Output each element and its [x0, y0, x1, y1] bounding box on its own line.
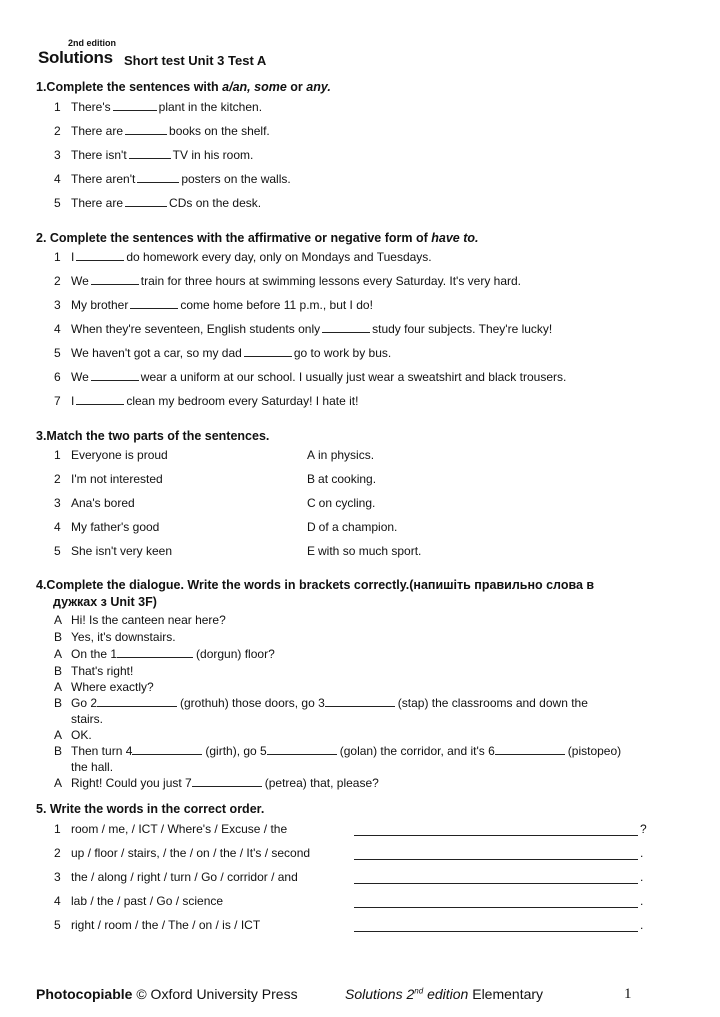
dialogue-line: B That's right! [54, 664, 134, 678]
s5-item: 3 the / along / right / turn / Go / corridor / and [54, 870, 298, 884]
brand-logo: Solutions [38, 48, 113, 67]
footer-copyright: Photocopiable © Oxford University Press [36, 986, 298, 1002]
answer-line[interactable] [354, 906, 638, 908]
answer-blank[interactable] [125, 124, 167, 135]
s2-item: 6 We wear a uniform at our school. I usually just wear a sweatshirt and black trousers. [54, 370, 567, 384]
answer-blank[interactable] [129, 148, 171, 159]
end-punctuation: . [640, 894, 644, 908]
dialogue-line-cont: stairs. [71, 712, 104, 726]
s3-right-item: D of a champion. [307, 520, 398, 534]
s1-item: 3 There isn't TV in his room. [54, 148, 254, 162]
s2-item: 5 We haven't got a car, so my dad go to work by bus. [54, 346, 392, 360]
answer-blank[interactable] [495, 744, 565, 755]
section-1-title: 1.Complete the sentences with a/an, some or any. [36, 80, 331, 94]
s3-left-item: 3 Ana's bored [54, 496, 135, 510]
s3-left-item: 5 She isn't very keen [54, 544, 173, 558]
s1-item: 4 There aren't posters on the walls. [54, 172, 291, 186]
s5-item: 4 lab / the / past / Go / science [54, 894, 224, 908]
answer-line[interactable] [354, 858, 638, 860]
section-2-title: 2. Complete the sentences with the affirmative or negative form of have to. [36, 231, 479, 245]
answer-blank[interactable] [76, 394, 124, 405]
end-punctuation: . [640, 870, 644, 884]
s3-left-item: 4 My father's good [54, 520, 160, 534]
section-5-title: 5. Write the words in the correct order. [36, 802, 265, 816]
page-title: Short test Unit 3 Test A [124, 53, 267, 68]
dialogue-line: B Go 2 (grothuh) those doors, go 3 (stap) the classrooms and down the [54, 696, 588, 710]
s1-item: 1 There's plant in the kitchen. [54, 100, 263, 114]
answer-blank[interactable] [130, 298, 178, 309]
s3-right-item: C on cycling. [307, 496, 376, 510]
dialogue-line: A Right! Could you just 7 (petrea) that, please? [54, 776, 379, 790]
answer-blank[interactable] [244, 346, 292, 357]
section-3-title: 3.Match the two parts of the sentences. [36, 429, 270, 443]
page-number: 1 [624, 986, 632, 1002]
s5-item: 5 right / room / the / The / on / is / ICT [54, 918, 261, 932]
dialogue-line: A On the 1 (dorgun) floor? [54, 647, 275, 661]
s3-right-item: A in physics. [307, 448, 375, 462]
s3-right-item: B at cooking. [307, 472, 377, 486]
s3-right-item: E with so much sport. [307, 544, 422, 558]
edition-label: 2nd edition [68, 38, 116, 48]
answer-line[interactable] [354, 930, 638, 932]
answer-blank[interactable] [91, 274, 139, 285]
answer-blank[interactable] [113, 100, 157, 111]
s2-item: 7 I clean my bedroom every Saturday! I hate it! [54, 394, 359, 408]
s2-item: 3 My brother come home before 11 p.m., but I do! [54, 298, 373, 312]
answer-blank[interactable] [97, 696, 177, 707]
dialogue-line: A Hi! Is the canteen near here? [54, 613, 226, 627]
s2-item: 2 We train for three hours at swimming lessons every Saturday. It's very hard. [54, 274, 522, 288]
section-4-title-cont: дужках з Unit 3F) [53, 595, 157, 609]
answer-line[interactable] [354, 834, 638, 836]
dialogue-line-cont: the hall. [71, 760, 114, 774]
s3-left-item: 2 I'm not interested [54, 472, 163, 486]
answer-blank[interactable] [325, 696, 395, 707]
s2-item: 4 When they're seventeen, English students only study four subjects. They're lucky! [54, 322, 553, 336]
s3-left-item: 1 Everyone is proud [54, 448, 168, 462]
footer-series: Solutions 2nd edition Elementary [345, 986, 544, 1002]
answer-blank[interactable] [137, 172, 179, 183]
answer-blank[interactable] [132, 744, 202, 755]
answer-blank[interactable] [76, 250, 124, 261]
end-punctuation: . [640, 918, 644, 932]
end-punctuation: . [640, 846, 644, 860]
s1-item: 2 There are books on the shelf. [54, 124, 270, 138]
s5-item: 2 up / floor / stairs, / the / on / the / It's / second [54, 846, 311, 860]
answer-blank[interactable] [117, 647, 193, 658]
s5-item: 1 room / me, / ICT / Where's / Excuse / the [54, 822, 288, 836]
s2-item: 1 I do homework every day, only on Mondays and Tuesdays. [54, 250, 432, 264]
dialogue-line: A OK. [54, 728, 92, 742]
answer-line[interactable] [354, 882, 638, 884]
answer-blank[interactable] [125, 196, 167, 207]
end-punctuation: ? [640, 822, 647, 836]
section-4-title: 4.Complete the dialogue. Write the words in brackets correctly.(напишіть правильно слова в [36, 578, 595, 592]
dialogue-line: A Where exactly? [54, 680, 154, 694]
s1-item: 5 There are CDs on the desk. [54, 196, 262, 210]
dialogue-line: B Yes, it's downstairs. [54, 630, 176, 644]
answer-blank[interactable] [267, 744, 337, 755]
dialogue-line: B Then turn 4 (girth), go 5 (golan) the corridor, and it's 6 (pistopeo) [54, 744, 622, 758]
answer-blank[interactable] [192, 776, 262, 787]
answer-blank[interactable] [322, 322, 370, 333]
answer-blank[interactable] [91, 370, 139, 381]
